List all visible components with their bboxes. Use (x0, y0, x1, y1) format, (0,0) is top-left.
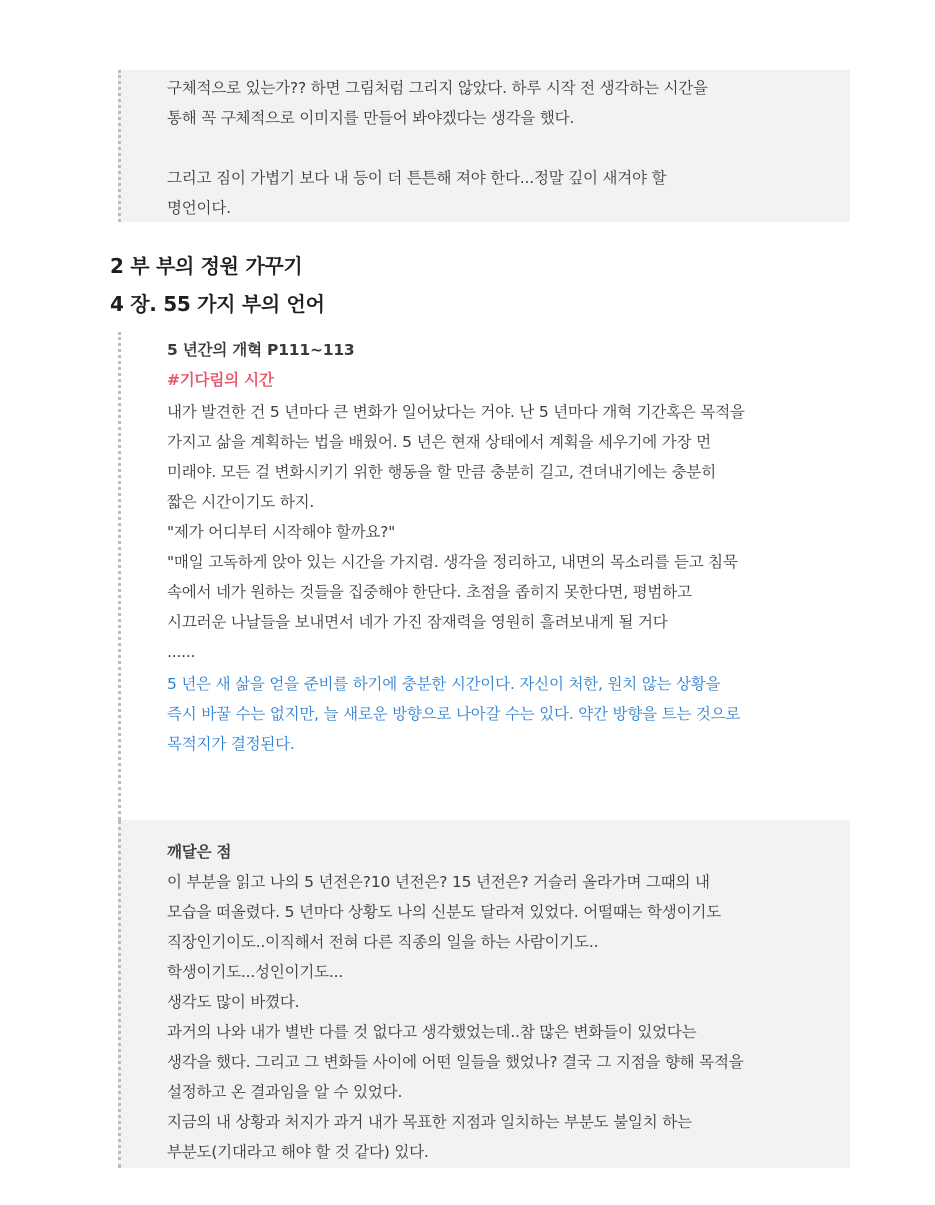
reflection-line: 부분도(기대라고 해야 할 것 같다) 있다. (167, 1143, 429, 1161)
reflection-line: 직장인기이도..이직해서 전혀 다른 직종의 일을 하는 사람이기도.. (167, 933, 599, 951)
reflection-line: 설정하고 온 결과임을 알 수 있었다. (167, 1083, 403, 1101)
reflection-title: 깨달은 점 (167, 843, 232, 861)
body-line: "제가 어디부터 시작해야 할까요?" (167, 523, 396, 541)
section-block (118, 332, 850, 820)
reflection-line: 지금의 내 상황과 처지가 과거 내가 목표한 지점과 일치하는 부분도 불일치 하는 (167, 1113, 692, 1131)
body-line: 속에서 네가 원하는 것들을 집중해야 한단다. 초점을 좁히지 못한다면, 평범하고 (167, 583, 692, 601)
reflection-line: 모습을 떠올렸다. 5 년마다 상황도 나의 신분도 달라져 있었다. 어떨때는 학생이기도 (167, 903, 721, 921)
reflection-line: 이 부분을 읽고 나의 5 년전은?10 년전은? 15 년전은? 거슬러 올라가며 그때의 내 (167, 873, 710, 891)
part-heading: 2 부 부의 정원 가꾸기 (110, 254, 303, 278)
reflection-line: 생각도 많이 바꼈다. (167, 993, 300, 1011)
section-tag: #기다림의 시간 (167, 371, 274, 389)
body-line: 미래야. 모든 걸 변화시키기 위한 행동을 할 만큼 충분히 길고, 견뎌내기에는 충분히 (167, 463, 716, 481)
reflection-line: 과거의 나와 내가 별반 다를 것 없다고 생각했었는데..참 많은 변화들이 있었다는 (167, 1023, 697, 1041)
quote-line: 명언이다. (167, 199, 231, 217)
reflection-line: 생각을 했다. 그리고 그 변화들 사이에 어떤 일들을 했었나? 결국 그 지점을 향해 목적을 (167, 1053, 744, 1071)
body-line: 짧은 시간이기도 하지. (167, 493, 315, 511)
body-line: 시끄러운 나날들을 보내면서 네가 가진 잠재력을 영원히 흘려보내게 될 거다 (167, 613, 668, 631)
body-line: 가지고 삶을 계획하는 법을 배웠어. 5 년은 현재 상태에서 계획을 세우기에 가장 먼 (167, 433, 711, 451)
highlight-line: 즉시 바꿀 수는 없지만, 늘 새로운 방향으로 나아갈 수는 있다. 약간 방향을 트는 것으로 (167, 705, 741, 723)
top-quote-block (118, 70, 850, 222)
reflection-block (118, 820, 850, 1168)
highlight-line: 목적지가 결정된다. (167, 735, 295, 753)
reflection-line: 학생이기도...성인이기도... (167, 963, 344, 981)
quote-line: 구체적으로 있는가?? 하면 그림처럼 그리지 않았다. 하루 시작 전 생각하는 시간을 (167, 79, 708, 97)
body-line: ...... (167, 643, 196, 661)
chapter-heading: 4 장. 55 가지 부의 언어 (110, 292, 325, 316)
body-line: 내가 발견한 건 5 년마다 큰 변화가 일어났다는 거야. 난 5 년마다 개혁 기간혹은 목적을 (167, 403, 745, 421)
quote-line: 통해 꼭 구체적으로 이미지를 만들어 봐야겠다는 생각을 했다. (167, 109, 575, 127)
quote-line: 그리고 짐이 가볍기 보다 내 등이 더 튼튼해 져야 한다...정말 깊이 새겨야 할 (167, 169, 667, 187)
section-title: 5 년간의 개혁 P111~113 (167, 341, 355, 359)
body-line: "매일 고독하게 앉아 있는 시간을 가지렴. 생각을 정리하고, 내면의 목소리를 듣고 침묵 (167, 553, 738, 571)
highlight-line: 5 년은 새 삶을 얻을 준비를 하기에 충분한 시간이다. 자신이 처한, 원치 않는 상황을 (167, 675, 721, 693)
